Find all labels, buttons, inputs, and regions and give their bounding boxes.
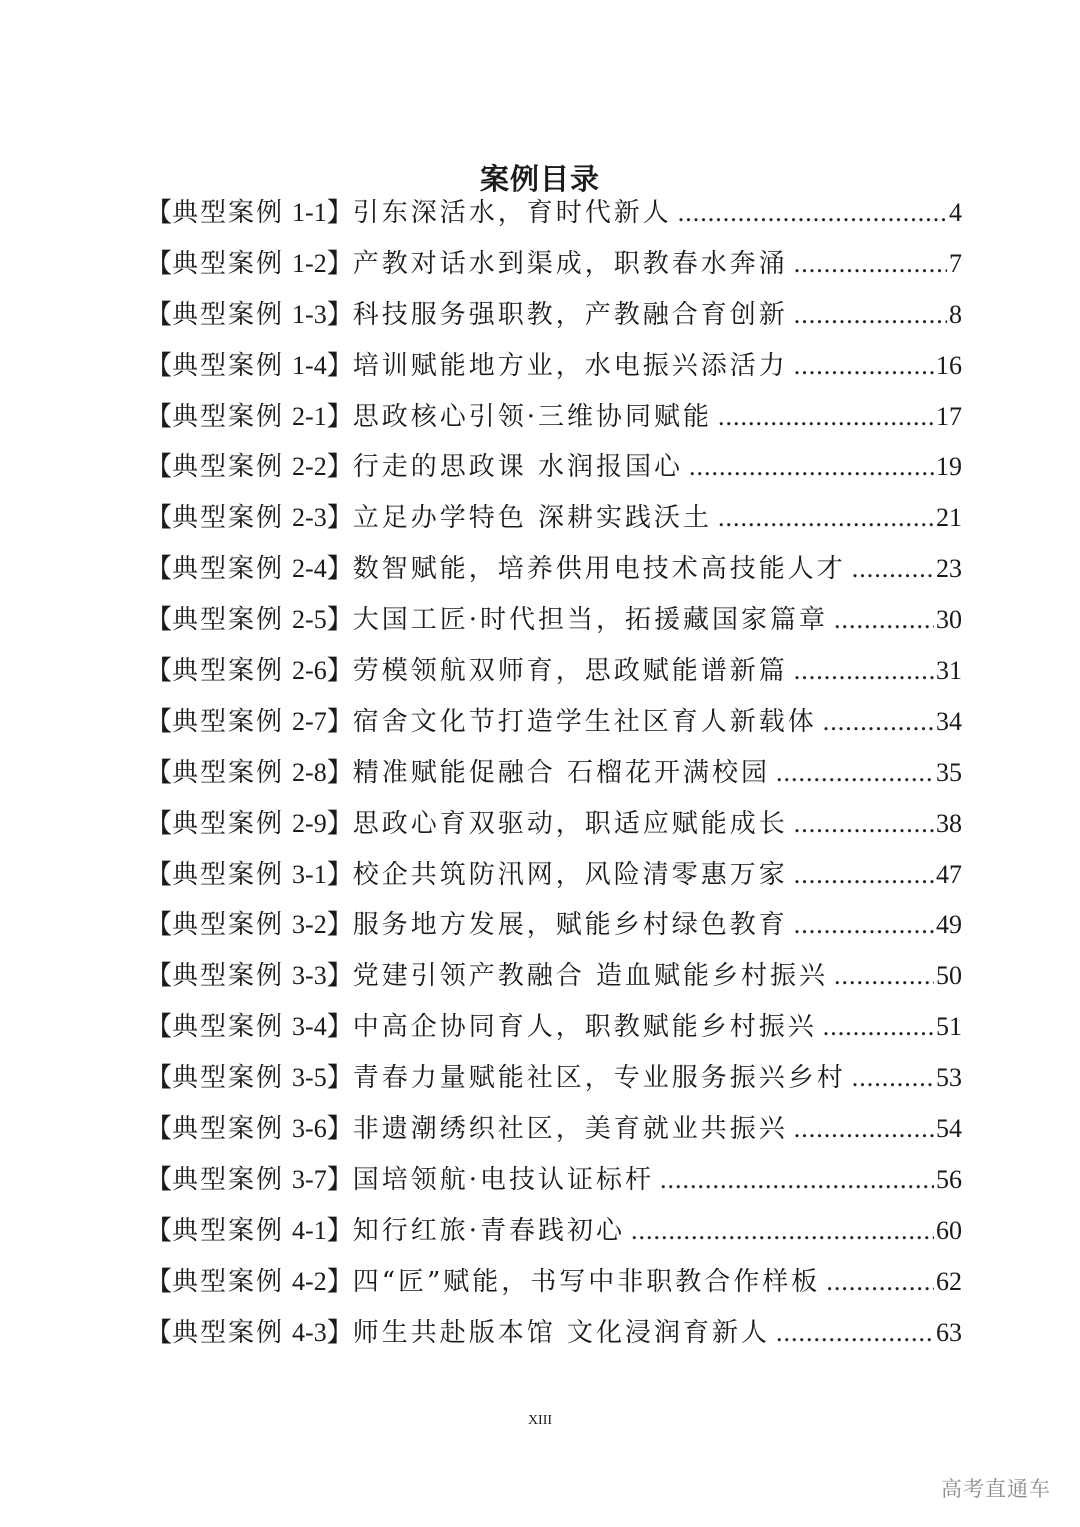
- case-title: 劳模领航双师育，思政赋能谱新篇: [352, 656, 788, 687]
- bracket-close: 】: [326, 299, 353, 330]
- case-label: 典型案例: [172, 859, 285, 890]
- case-title: 思政心育双驱动，职适应赋能成长: [352, 808, 788, 839]
- toc-entry[interactable]: [146, 341, 962, 392]
- bracket-open: 【: [146, 299, 173, 330]
- table-of-contents: [146, 188, 962, 1358]
- case-number: 3-4: [292, 1012, 327, 1042]
- dot-leader: [776, 1308, 934, 1359]
- case-number: 2-7: [292, 706, 327, 736]
- bracket-open: 【: [146, 859, 173, 890]
- dot-leader: [852, 544, 934, 595]
- case-title: 大国工匠·时代担当，拓援藏国家篇章: [352, 605, 828, 636]
- bracket-close: 】: [326, 859, 353, 890]
- case-label: 典型案例: [172, 605, 285, 636]
- dot-leader: [794, 646, 934, 697]
- page-ref: 60: [936, 1215, 962, 1245]
- case-label: 典型案例: [172, 248, 285, 279]
- toc-entry[interactable]: [146, 239, 962, 290]
- bracket-close: 】: [326, 1266, 353, 1297]
- toc-entry[interactable]: [146, 748, 962, 799]
- dot-leader: [834, 595, 934, 646]
- case-title: 精准赋能促融合 石榴花开满校园: [352, 757, 770, 788]
- page-ref: 21: [936, 503, 962, 533]
- dot-leader: [794, 900, 934, 951]
- case-number: 2-4: [292, 554, 327, 584]
- bracket-open: 【: [146, 1215, 173, 1246]
- case-label: 典型案例: [172, 1317, 285, 1348]
- case-title: 四“匠”赋能，书写中非职教合作样板: [352, 1266, 821, 1297]
- dot-leader: [776, 748, 934, 799]
- case-number: 4-2: [292, 1266, 327, 1296]
- dot-leader: [794, 1104, 934, 1155]
- toc-entry[interactable]: [146, 1206, 962, 1257]
- page-ref: 34: [936, 706, 962, 736]
- dot-leader: [718, 392, 934, 443]
- bracket-close: 】: [326, 910, 353, 941]
- case-title: 思政核心引领·三维协同赋能: [352, 401, 712, 432]
- bracket-close: 】: [326, 656, 353, 687]
- dot-leader: [834, 951, 934, 1002]
- bracket-close: 】: [326, 1215, 353, 1246]
- case-title: 青春力量赋能社区，专业服务振兴乡村: [352, 1063, 846, 1094]
- bracket-open: 【: [146, 910, 173, 941]
- page-number: XIII: [527, 1413, 553, 1428]
- bracket-close: 】: [326, 706, 353, 737]
- case-number: 3-7: [292, 1164, 327, 1194]
- toc-entry[interactable]: [146, 900, 962, 951]
- bracket-close: 】: [326, 350, 353, 381]
- case-label: 典型案例: [172, 503, 285, 534]
- case-title: 国培领航·电技认证标杆: [352, 1164, 654, 1195]
- bracket-close: 】: [326, 1164, 353, 1195]
- bracket-open: 【: [146, 1114, 173, 1145]
- page-ref: 53: [936, 1063, 962, 1093]
- bracket-open: 【: [146, 1317, 173, 1348]
- page-ref: 62: [936, 1266, 962, 1296]
- case-label: 典型案例: [172, 1114, 285, 1145]
- bracket-close: 】: [326, 452, 353, 483]
- case-number: 1-3: [292, 299, 327, 329]
- case-number: 1-1: [292, 198, 327, 227]
- bracket-close: 】: [326, 757, 353, 788]
- case-number: 3-3: [292, 961, 327, 991]
- bracket-close: 】: [326, 503, 353, 534]
- page-ref: 30: [936, 605, 962, 635]
- case-title: 校企共筑防汛网，风险清零惠万家: [352, 859, 788, 890]
- toc-entry[interactable]: [146, 1104, 962, 1155]
- case-number: 2-9: [292, 808, 327, 838]
- bracket-close: 】: [326, 198, 353, 228]
- case-number: 2-6: [292, 656, 327, 686]
- dot-leader: [689, 442, 934, 493]
- dot-leader: [823, 697, 934, 748]
- dot-leader: [826, 1257, 934, 1308]
- toc-entry[interactable]: [146, 951, 962, 1002]
- dot-leader: [631, 1206, 934, 1257]
- bracket-open: 【: [146, 1266, 173, 1297]
- toc-entry[interactable]: [146, 290, 962, 341]
- toc-entry[interactable]: [146, 1257, 962, 1308]
- case-label: 典型案例: [172, 1266, 285, 1297]
- page-ref: 54: [936, 1114, 962, 1144]
- toc-entry[interactable]: [146, 493, 962, 544]
- bracket-open: 【: [146, 503, 173, 534]
- bracket-open: 【: [146, 1164, 173, 1195]
- case-label: 典型案例: [172, 656, 285, 687]
- toc-entry[interactable]: [146, 544, 962, 595]
- bracket-open: 【: [146, 808, 173, 839]
- toc-entry[interactable]: [146, 1053, 962, 1104]
- case-label: 典型案例: [172, 1215, 285, 1246]
- bracket-close: 】: [326, 961, 353, 992]
- bracket-open: 【: [146, 198, 173, 228]
- bracket-open: 【: [146, 1063, 173, 1094]
- toc-entry[interactable]: [146, 442, 962, 493]
- case-label: 典型案例: [172, 910, 285, 941]
- bracket-open: 【: [146, 961, 173, 992]
- case-title: 中高企协同育人，职教赋能乡村振兴: [352, 1012, 817, 1043]
- case-title: 立足办学特色 深耕实践沃土: [352, 503, 712, 534]
- dot-leader: [823, 1002, 934, 1053]
- case-label: 典型案例: [172, 299, 285, 330]
- page-ref: 23: [936, 554, 962, 584]
- bracket-close: 】: [326, 605, 353, 636]
- case-title: 行走的思政课 水润报国心: [352, 452, 683, 483]
- toc-entry[interactable]: [146, 188, 962, 239]
- case-number: 3-1: [292, 859, 327, 889]
- bracket-close: 】: [326, 1317, 353, 1348]
- toc-entry[interactable]: [146, 799, 962, 850]
- case-label: 典型案例: [172, 961, 285, 992]
- toc-entry[interactable]: [146, 1308, 962, 1359]
- bracket-close: 】: [326, 554, 353, 585]
- toc-entry[interactable]: [146, 595, 962, 646]
- page-ref: 38: [936, 808, 962, 838]
- case-number: 2-1: [292, 401, 327, 431]
- bracket-open: 【: [146, 554, 173, 585]
- dot-leader: [794, 290, 947, 341]
- bracket-close: 】: [326, 401, 353, 432]
- dot-leader: [660, 1155, 934, 1206]
- page-ref: 17: [936, 401, 962, 431]
- page-ref: 16: [936, 350, 962, 380]
- case-number: 2-5: [292, 605, 327, 635]
- case-label: 典型案例: [172, 706, 285, 737]
- case-number: 2-2: [292, 452, 327, 482]
- case-number: 1-4: [292, 350, 327, 380]
- case-number: 2-3: [292, 503, 327, 533]
- case-label: 典型案例: [172, 350, 285, 381]
- bracket-close: 】: [326, 248, 353, 279]
- bracket-open: 【: [146, 1012, 173, 1043]
- bracket-close: 】: [326, 1114, 353, 1145]
- page-ref: 19: [936, 452, 962, 482]
- bracket-open: 【: [146, 401, 173, 432]
- case-label: 典型案例: [172, 808, 285, 839]
- bracket-open: 【: [146, 706, 173, 737]
- toc-entry[interactable]: [146, 1002, 962, 1053]
- case-number: 3-2: [292, 910, 327, 940]
- case-title: 服务地方发展，赋能乡村绿色教育: [352, 910, 788, 941]
- page-ref: 47: [936, 859, 962, 889]
- page-ref: 31: [936, 656, 962, 686]
- dot-leader: [794, 341, 934, 392]
- dot-leader: [794, 850, 934, 901]
- case-title: 数智赋能，培养供用电技术高技能人才: [352, 554, 846, 585]
- dot-leader: [852, 1053, 934, 1104]
- bracket-open: 【: [146, 452, 173, 483]
- page-ref: 63: [936, 1317, 962, 1347]
- page-ref: 4: [949, 198, 962, 227]
- toc-entry[interactable]: [146, 850, 962, 901]
- case-label: 典型案例: [172, 452, 285, 483]
- watermark: 高考直通车: [941, 1477, 1051, 1501]
- case-title: 非遗潮绣织社区，美育就业共振兴: [352, 1114, 788, 1145]
- dot-leader: [678, 188, 947, 239]
- case-title: 引东深活水，育时代新人: [352, 198, 672, 228]
- case-title: 科技服务强职教，产教融合育创新: [352, 299, 788, 330]
- page-ref: 8: [949, 299, 962, 329]
- bracket-close: 】: [326, 1012, 353, 1043]
- dot-leader: [718, 493, 934, 544]
- page-ref: 35: [936, 757, 962, 787]
- case-label: 典型案例: [172, 401, 285, 432]
- toc-entry[interactable]: [146, 646, 962, 697]
- case-title: 党建引领产教融合 造血赋能乡村振兴: [352, 961, 828, 992]
- case-label: 典型案例: [172, 1063, 285, 1094]
- page-ref: 56: [936, 1164, 962, 1194]
- case-number: 4-3: [292, 1317, 327, 1347]
- toc-entry[interactable]: [146, 392, 962, 443]
- page-ref: 7: [949, 248, 962, 278]
- bracket-open: 【: [146, 757, 173, 788]
- case-label: 典型案例: [172, 198, 285, 228]
- bracket-close: 】: [326, 1063, 353, 1094]
- page-ref: 49: [936, 910, 962, 940]
- dot-leader: [794, 239, 947, 290]
- bracket-close: 】: [326, 808, 353, 839]
- bracket-open: 【: [146, 656, 173, 687]
- toc-entry[interactable]: [146, 1155, 962, 1206]
- case-number: 1-2: [292, 248, 327, 278]
- bracket-open: 【: [146, 350, 173, 381]
- case-title: 培训赋能地方业，水电振兴添活力: [352, 350, 788, 381]
- case-title: 宿舍文化节打造学生社区育人新载体: [352, 706, 817, 737]
- case-number: 4-1: [292, 1215, 327, 1245]
- case-label: 典型案例: [172, 1012, 285, 1043]
- page-ref: 51: [936, 1012, 962, 1042]
- page-ref: 50: [936, 961, 962, 991]
- case-label: 典型案例: [172, 554, 285, 585]
- toc-entry[interactable]: [146, 697, 962, 748]
- case-title: 产教对话水到渠成，职教春水奔涌: [352, 248, 788, 279]
- dot-leader: [794, 799, 934, 850]
- case-title: 知行红旅·青春践初心: [352, 1215, 625, 1246]
- case-number: 3-6: [292, 1114, 327, 1144]
- case-title: 师生共赴版本馆 文化浸润育新人: [352, 1317, 770, 1348]
- page-title: 案例目录: [479, 162, 600, 197]
- case-number: 2-8: [292, 757, 327, 787]
- bracket-open: 【: [146, 605, 173, 636]
- bracket-open: 【: [146, 248, 173, 279]
- case-label: 典型案例: [172, 757, 285, 788]
- case-number: 3-5: [292, 1063, 327, 1093]
- case-label: 典型案例: [172, 1164, 285, 1195]
